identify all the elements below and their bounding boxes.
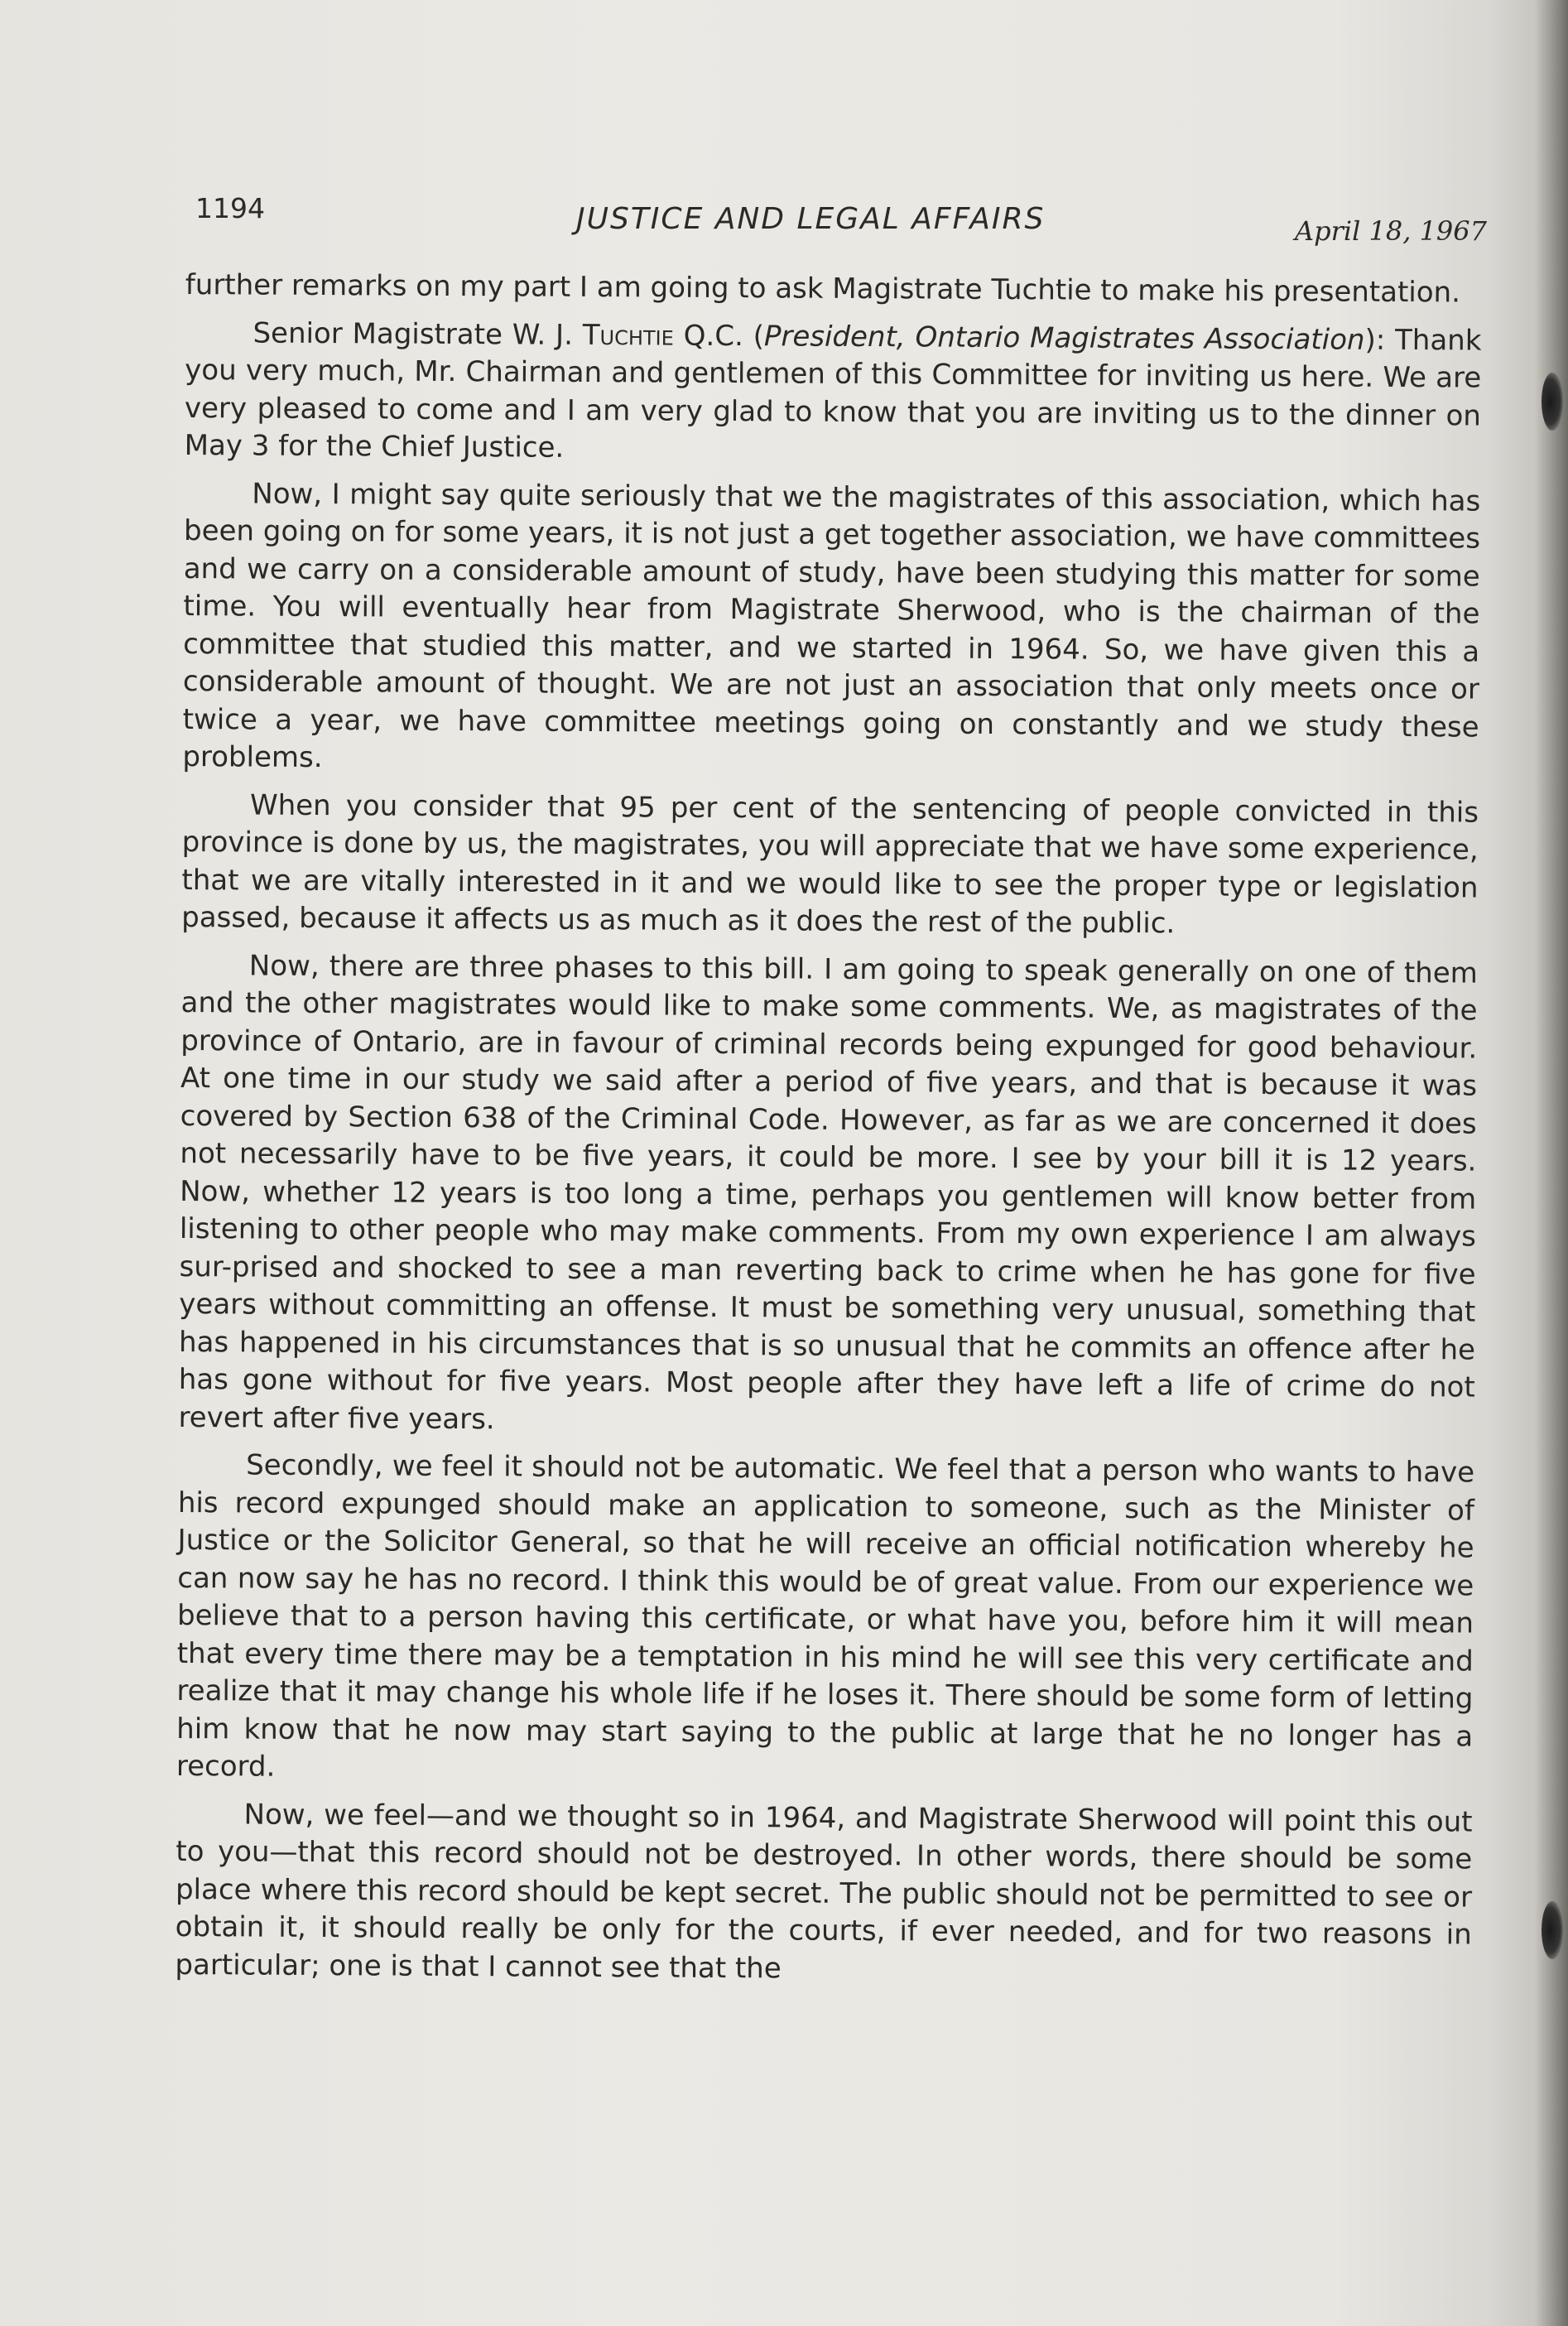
speaker-name: Tuchtie xyxy=(582,318,674,353)
page-number: 1194 xyxy=(195,192,265,224)
speaker-paragraph: Senior Magistrate W. J. Tuchtie Q.C. (President, Ontario Magistrates Association): Thank you very much, Mr. Chairman and gentlemen of this Committee for inviting us here. We are very pleased to come and I am very glad to know that you are inviting us to the dinner on May 3 for the Chief Justice. xyxy=(184,315,1482,465)
session-date: April 18, 1967 xyxy=(1294,215,1487,247)
running-head xyxy=(195,192,1487,247)
speaker-suffix: Q.C. ( xyxy=(683,319,765,353)
speaker-role: President, Ontario Magistrates Association xyxy=(763,319,1365,357)
transcript-body xyxy=(175,267,1482,2002)
speaker-prefix: Senior Magistrate W. J. xyxy=(253,315,574,352)
paragraph: further remarks on my part I am going to ask Magistrate Tuchtie to make his presentation. xyxy=(185,267,1461,310)
paragraph: Now, there are three phases to this bill. I am going to speak generally on one of them and the other magistrates would like to make some comments. We, as magistrates of the province of Ontario, are in favour of criminal records being expunged for good behaviour. At one time in our study we said after a period of five years, and that is because it was covered by Section 638 of the Criminal Code. However, as far as we are concerned it does not necessarily have to be five years, it could be more. I see by your bill it is 12 years. Now, whether 12 years is too long a time, perhaps you gentlemen will know better from listening to other people who may make comments. From my own experience I am always sur-prised and shocked to see a man reverting back to crime when he has gone for five years without committing an offense. It must be something very unusual, something that has happened in his circumstances that is so unusual that he commits an offence after he has gone without for five years. Most people after they have left a life of crime do not revert after five years. xyxy=(178,948,1478,1436)
paragraph: Now, I might say quite seriously that we the magistrates of this association, which has been going on for some years, it is not just a get together association, we have committees and we carry on a considerable amount of study, have been studying this matter for some time. You will eventually hear from Magistrate Sherwood, who is the chairman of the committee that studied this matter, and we started in 1964. So, we have given this a considerable amount of thought. We are not just an association that only meets once or twice a year, we have committee meetings going on constantly and we study these problems. xyxy=(182,476,1481,775)
paragraph: Secondly, we feel it should not be automatic. We feel that a person who wants to have his record expunged should make an application to someone, such as the Minister of Justice or the Solicitor General, so that he will receive an official notification whereby he can now say he has no record. I think this would be of great value. From our experience we believe that to a person having this certificate, or what have you, before him it will mean that every time there may be a temptation in his mind he will see this very certificate and realize that it may change his whole life if he loses it. There should be some form of letting him know that he now may start saying to the public at large that he no longer has a record. xyxy=(176,1448,1475,1784)
binder-hole-bottom xyxy=(1542,1901,1563,1959)
binder-hole-top xyxy=(1542,373,1563,431)
paragraph: When you consider that 95 per cent of the sentencing of people convicted in this province is done by us, the magistrates, you will appreciate that we have some experience, that we are vitally interested in it and we would like to see the proper type or legislation passed, because it affects us as much as it does the rest of the public. xyxy=(181,787,1479,941)
speaker-close: ): xyxy=(1364,323,1386,357)
running-title: JUSTICE AND LEGAL AFFAIRS xyxy=(576,202,1046,236)
paragraph: Now, we feel—and we thought so in 1964, and Magistrate Sherwood will point this out to you—that this record should not be destroyed. In other words, there should be some place where this record should be kept secret. The public should not be permitted to see or obtain it, it should really be only for the courts, if ever needed, and for two reasons in particular; one is that I cannot see that the xyxy=(175,1797,1473,1985)
binding-shadow xyxy=(1535,0,1568,2326)
